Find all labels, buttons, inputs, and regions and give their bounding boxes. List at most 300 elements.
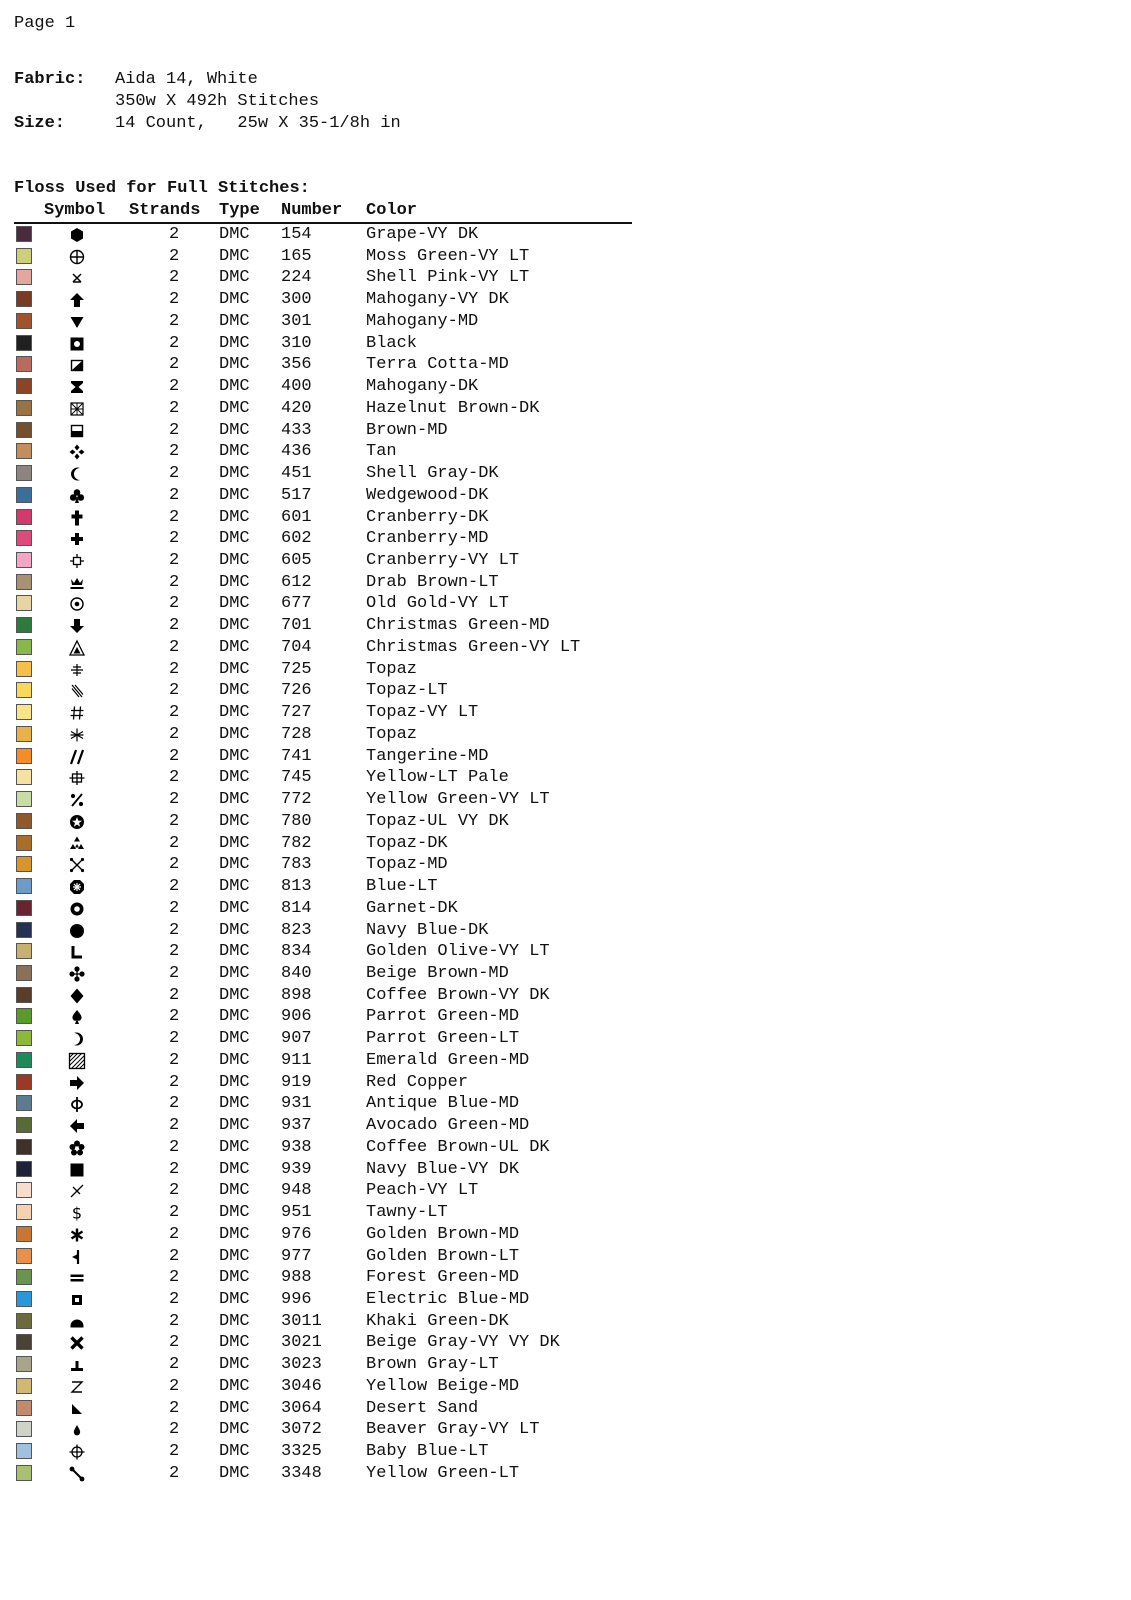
table-row [0,1267,700,1289]
spade-icon [68,1008,86,1026]
number-cell: 919 [281,1072,312,1092]
x-bold-icon [68,1334,86,1352]
table-row [0,507,700,529]
table-row [0,1224,700,1246]
arrow-right-filled-icon [68,1074,86,1092]
number-cell: 725 [281,659,312,679]
color-name-cell: Khaki Green-DK [366,1311,509,1331]
number-cell: 517 [281,485,312,505]
table-row [0,746,700,768]
type-cell: DMC [219,442,250,462]
stitch-dimensions: 350w X 492h Stitches [115,92,320,111]
strands-cell: 2 [169,1442,180,1462]
color-swatch [16,639,32,655]
table-row [0,267,700,289]
color-name-cell: Shell Pink-VY LT [366,268,530,288]
color-swatch [16,1074,32,1090]
strands-cell: 2 [169,311,180,331]
color-swatch [16,1248,32,1264]
strands-cell: 2 [169,1420,180,1440]
type-cell: DMC [219,855,250,875]
number-cell: 3023 [281,1355,322,1375]
color-name-cell: Garnet-DK [366,898,458,918]
color-name-cell: Mahogany-VY DK [366,290,509,310]
color-name-cell: Grape-VY DK [366,225,479,244]
color-name-cell: Brown Gray-LT [366,1355,499,1375]
table-row [0,1180,700,1202]
number-cell: 612 [281,572,312,592]
table-row [0,724,700,746]
table-row [0,789,700,811]
color-name-cell: Desert Sand [366,1398,479,1418]
color-swatch [16,1465,32,1481]
number-cell: 938 [281,1137,312,1157]
table-row [0,1289,700,1311]
color-name-cell: Avocado Green-MD [366,1116,530,1136]
strands-cell: 2 [169,1050,180,1070]
table-row [0,659,700,681]
type-cell: DMC [219,1463,250,1483]
flower-filled-icon [68,1139,86,1157]
number-cell: 3011 [281,1311,322,1331]
strands-cell: 2 [169,355,180,375]
color-swatch [16,856,32,872]
strands-cell: 2 [169,920,180,940]
table-row [0,224,700,246]
strands-cell: 2 [169,377,180,397]
color-swatch [16,1334,32,1350]
letter-l-icon [68,943,86,961]
table-row [0,485,700,507]
strands-cell: 2 [169,877,180,897]
number-cell: 988 [281,1268,312,1288]
table-row [0,898,700,920]
color-swatch [16,769,32,785]
type-cell: DMC [219,1029,250,1049]
strands-cell: 2 [169,594,180,614]
square-small-hole-icon [68,1291,86,1309]
type-cell: DMC [219,985,250,1005]
strands-cell: 2 [169,1463,180,1483]
number-cell: 741 [281,746,312,766]
number-cell: 677 [281,594,312,614]
triple-slash-icon [68,682,86,700]
number-cell: 701 [281,616,312,636]
table-row [0,398,700,420]
color-swatch [16,1117,32,1133]
crescent-left-icon [68,465,86,483]
type-cell: DMC [219,681,250,701]
club-icon [68,487,86,505]
strands-cell: 2 [169,724,180,744]
table-row [0,1072,700,1094]
diamond-filled-icon [68,987,86,1005]
strands-cell: 2 [169,963,180,983]
corner-triangle-icon [68,1400,86,1418]
color-swatch [16,1400,32,1416]
color-swatch [16,226,32,242]
table-row [0,1093,700,1115]
strands-cell: 2 [169,1311,180,1331]
number-cell: 310 [281,333,312,353]
color-name-cell: Parrot Green-LT [366,1029,520,1049]
color-name-cell: Cranberry-VY LT [366,551,520,571]
table-row [0,1137,700,1159]
type-cell: DMC [219,811,250,831]
table-row [0,333,700,355]
color-swatch [16,552,32,568]
arrow-up-filled-icon [68,291,86,309]
color-name-cell: Brown-MD [366,420,448,440]
color-name-cell: Christmas Green-MD [366,616,550,636]
strands-cell: 2 [169,1116,180,1136]
number-cell: 300 [281,290,312,310]
letter-z-icon [68,1378,86,1396]
table-row [0,1202,700,1224]
color-swatch [16,443,32,459]
color-name-cell: Beige Gray-VY VY DK [366,1333,560,1353]
strands-cell: 2 [169,1029,180,1049]
square-half-bottom-icon [68,422,86,440]
table-row [0,1246,700,1268]
color-swatch [16,1182,32,1198]
square-filled-icon [68,1161,86,1179]
color-name-cell: Cranberry-DK [366,507,489,527]
cross-thick-icon [68,509,86,527]
color-name-cell: Topaz [366,724,418,744]
type-cell: DMC [219,637,250,657]
number-cell: 728 [281,724,312,744]
color-name-cell: Navy Blue-DK [366,920,489,940]
number-cell: 420 [281,398,312,418]
table-row [0,1006,700,1028]
division-plus-icon [68,661,86,679]
size-label: Size: [14,114,66,133]
strands-cell: 2 [169,1246,180,1266]
color-name-cell: Tangerine-MD [366,746,489,766]
color-name-cell: Peach-VY LT [366,1181,479,1201]
type-cell: DMC [219,485,250,505]
triangle-nested-icon [68,639,86,657]
strands-cell: 2 [169,768,180,788]
type-cell: DMC [219,724,250,744]
number-cell: 782 [281,833,312,853]
color-swatch [16,791,32,807]
type-cell: DMC [219,594,250,614]
strands-cell: 2 [169,1181,180,1201]
color-swatch [16,617,32,633]
color-name-cell: Yellow Beige-MD [366,1376,520,1396]
strands-cell: 2 [169,703,180,723]
color-swatch [16,1052,32,1068]
color-swatch [16,335,32,351]
number-cell: 436 [281,442,312,462]
color-name-cell: Parrot Green-MD [366,1007,520,1027]
type-cell: DMC [219,420,250,440]
number-cell: 3348 [281,1463,322,1483]
number-cell: 3046 [281,1376,322,1396]
color-swatch [16,835,32,851]
type-cell: DMC [219,377,250,397]
strands-cell: 2 [169,420,180,440]
color-name-cell: Red Copper [366,1072,469,1092]
table-row [0,876,700,898]
strands-cell: 2 [169,1268,180,1288]
color-swatch [16,943,32,959]
table-row [0,528,700,550]
header-color: Color [366,201,418,220]
strands-cell: 2 [169,1159,180,1179]
type-cell: DMC [219,290,250,310]
type-cell: DMC [219,225,250,244]
type-cell: DMC [219,833,250,853]
header-symbol: Symbol [44,201,106,220]
header-number: Number [281,201,343,220]
type-cell: DMC [219,1398,250,1418]
color-swatch [16,465,32,481]
double-slash-icon [68,748,86,766]
type-cell: DMC [219,1007,250,1027]
type-cell: DMC [219,963,250,983]
table-row [0,246,700,268]
four-petals-icon [68,965,86,983]
triangle-down-filled-icon [68,313,86,331]
table-row [0,1354,700,1376]
strands-cell: 2 [169,485,180,505]
crescent-right-icon [68,1030,86,1048]
number-cell: 823 [281,920,312,940]
color-swatch [16,965,32,981]
circle-plus-icon [68,248,86,266]
color-swatch [16,726,32,742]
color-name-cell: Mahogany-MD [366,311,479,331]
number-cell: 727 [281,703,312,723]
type-cell: DMC [219,268,250,288]
fabric-label: Fabric: [14,70,86,89]
type-cell: DMC [219,1420,250,1440]
color-name-cell: Blue-LT [366,877,438,897]
strands-cell: 2 [169,1007,180,1027]
color-swatch [16,682,32,698]
color-swatch [16,878,32,894]
type-cell: DMC [219,1181,250,1201]
type-cell: DMC [219,1333,250,1353]
color-swatch [16,1008,32,1024]
number-cell: 907 [281,1029,312,1049]
strands-cell: 2 [169,268,180,288]
color-swatch [16,574,32,590]
tack-left-icon [68,1248,86,1266]
color-name-cell: Topaz-LT [366,681,448,701]
circle-filled-icon [68,922,86,940]
dome-icon [68,1313,86,1331]
strands-cell: 2 [169,942,180,962]
color-name-cell: Electric Blue-MD [366,1289,530,1309]
color-name-cell: Moss Green-VY LT [366,246,530,266]
strands-cell: 2 [169,681,180,701]
number-cell: 3021 [281,1333,322,1353]
number-cell: 602 [281,529,312,549]
strands-cell: 2 [169,1289,180,1309]
color-swatch [16,1291,32,1307]
type-cell: DMC [219,1094,250,1114]
type-cell: DMC [219,507,250,527]
box-cross-bar-icon [68,769,86,787]
type-cell: DMC [219,790,250,810]
number-cell: 601 [281,507,312,527]
table-row [0,1028,700,1050]
table-row [0,1115,700,1137]
color-name-cell: Yellow Green-VY LT [366,790,550,810]
color-name-cell: Tawny-LT [366,1203,448,1223]
number-cell: 783 [281,855,312,875]
table-row [0,920,700,942]
color-swatch [16,1421,32,1437]
triple-triangles-icon [68,835,86,853]
table-row [0,985,700,1007]
strands-cell: 2 [169,790,180,810]
strands-cell: 2 [169,442,180,462]
color-swatch [16,704,32,720]
crown-bar-icon [68,574,86,592]
table-row [0,637,700,659]
number-cell: 356 [281,355,312,375]
color-swatch [16,1226,32,1242]
color-name-cell: Topaz-MD [366,855,448,875]
number-cell: 898 [281,985,312,1005]
table-row [0,1398,700,1420]
color-name-cell: Yellow-LT Pale [366,768,509,788]
color-name-cell: Mahogany-DK [366,377,479,397]
strands-cell: 2 [169,1203,180,1223]
color-name-cell: Beaver Gray-VY LT [366,1420,540,1440]
color-swatch [16,530,32,546]
type-cell: DMC [219,703,250,723]
number-cell: 939 [281,1159,312,1179]
strands-cell: 2 [169,811,180,831]
dollar-icon [68,1204,86,1222]
color-swatch [16,1204,32,1220]
table-row [0,311,700,333]
strands-cell: 2 [169,1137,180,1157]
plus-square-center-icon [68,552,86,570]
strands-cell: 2 [169,551,180,571]
type-cell: DMC [219,1050,250,1070]
color-name-cell: Golden Brown-MD [366,1224,520,1244]
hash-icon [68,704,86,722]
strands-cell: 2 [169,855,180,875]
star-in-circle-icon [68,813,86,831]
table-row [0,441,700,463]
table-row [0,593,700,615]
type-cell: DMC [219,898,250,918]
section-title: Floss Used for Full Stitches: [14,179,310,198]
strands-cell: 2 [169,1376,180,1396]
type-cell: DMC [219,464,250,484]
floss-table [0,224,700,1485]
plus-thick-icon [68,530,86,548]
number-cell: 154 [281,225,312,244]
circle-dot-icon [68,595,86,613]
table-row [0,289,700,311]
color-swatch [16,813,32,829]
type-cell: DMC [219,1246,250,1266]
strands-cell: 2 [169,290,180,310]
color-swatch [16,900,32,916]
number-cell: 704 [281,637,312,657]
color-swatch [16,1269,32,1285]
fabric-value: Aida 14, White [115,70,258,89]
number-cell: 976 [281,1224,312,1244]
color-name-cell: Christmas Green-VY LT [366,637,581,657]
number-cell: 911 [281,1050,312,1070]
color-name-cell: Coffee Brown-UL DK [366,1137,550,1157]
color-swatch [16,595,32,611]
type-cell: DMC [219,1072,250,1092]
type-cell: DMC [219,551,250,571]
hexagon-filled-icon [68,226,86,244]
table-row [0,963,700,985]
table-row [0,420,700,442]
color-name-cell: Terra Cotta-MD [366,355,509,375]
table-row [0,1441,700,1463]
type-cell: DMC [219,746,250,766]
color-swatch [16,269,32,285]
type-cell: DMC [219,572,250,592]
number-cell: 745 [281,768,312,788]
strands-cell: 2 [169,659,180,679]
color-name-cell: Beige Brown-MD [366,963,509,983]
color-swatch [16,1313,32,1329]
table-row [0,1463,700,1485]
strands-cell: 2 [169,1355,180,1375]
number-cell: 400 [281,377,312,397]
type-cell: DMC [219,1355,250,1375]
type-cell: DMC [219,398,250,418]
strands-cell: 2 [169,572,180,592]
number-cell: 813 [281,877,312,897]
number-cell: 224 [281,268,312,288]
number-cell: 3325 [281,1442,322,1462]
number-cell: 726 [281,681,312,701]
number-cell: 814 [281,898,312,918]
strands-cell: 2 [169,225,180,244]
color-name-cell: Topaz [366,659,418,679]
ring-filled-icon [68,900,86,918]
square-with-hole-icon [68,335,86,353]
number-cell: 605 [281,551,312,571]
type-cell: DMC [219,1159,250,1179]
color-swatch [16,1095,32,1111]
type-cell: DMC [219,1442,250,1462]
type-cell: DMC [219,942,250,962]
number-cell: 451 [281,464,312,484]
color-name-cell: Tan [366,442,397,462]
asterisk-bold-icon [68,1226,86,1244]
number-cell: 931 [281,1094,312,1114]
color-name-cell: Golden Brown-LT [366,1246,520,1266]
strands-cell: 2 [169,333,180,353]
hatched-square-icon [68,400,86,418]
x-with-dots-icon [68,856,86,874]
color-swatch [16,313,32,329]
color-swatch [16,248,32,264]
number-cell: 906 [281,1007,312,1027]
strands-cell: 2 [169,898,180,918]
strands-cell: 2 [169,833,180,853]
circle-crosshair-icon [68,1443,86,1461]
color-name-cell: Old Gold-VY LT [366,594,509,614]
